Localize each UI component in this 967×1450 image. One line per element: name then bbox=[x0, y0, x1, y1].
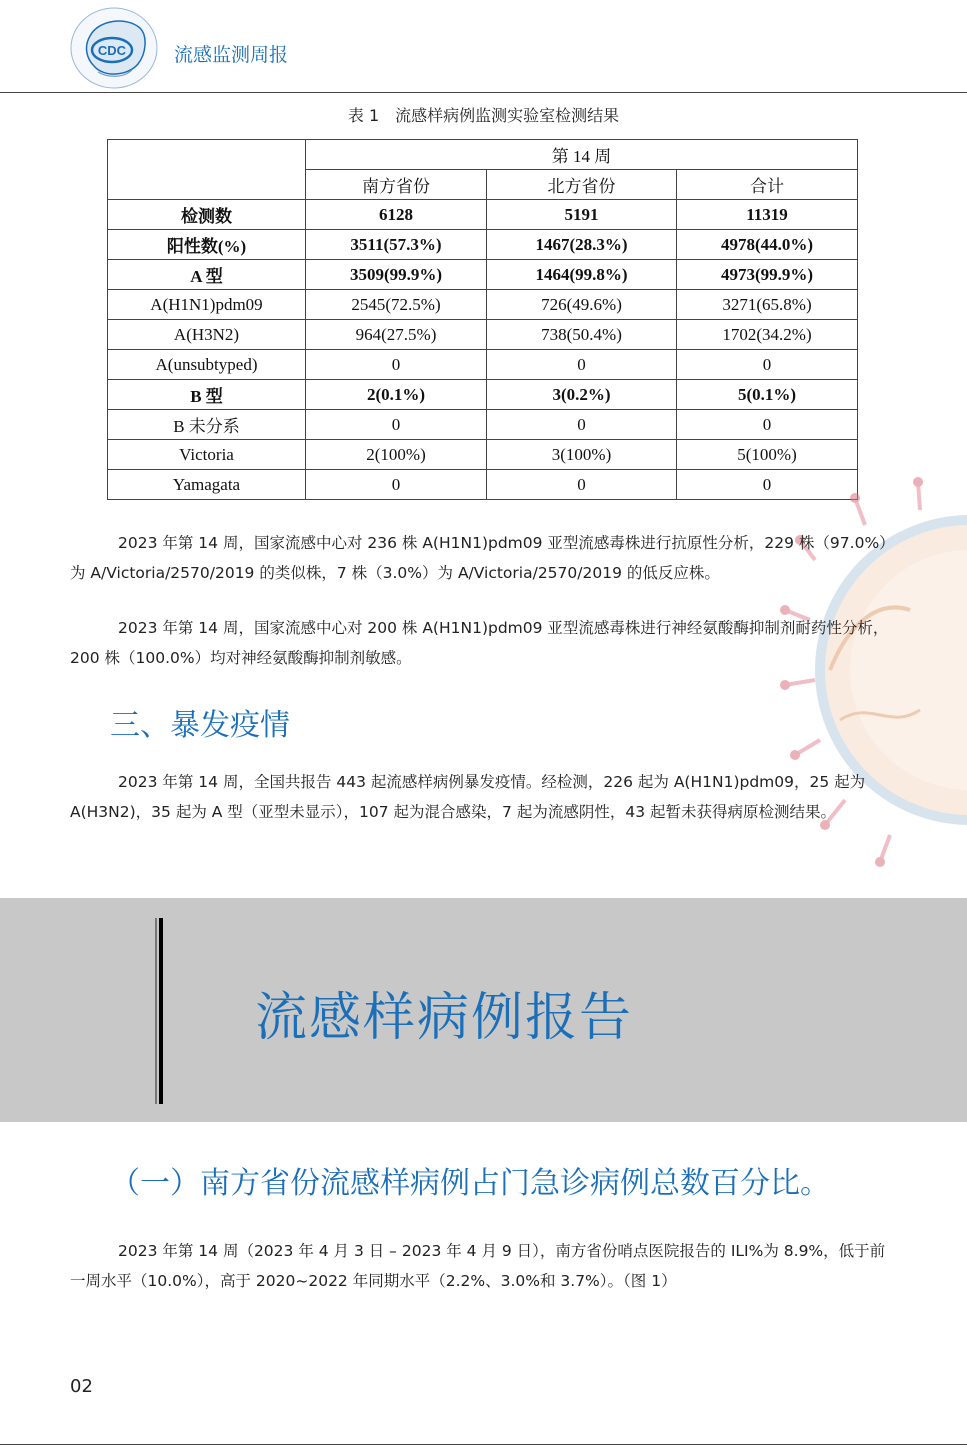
table-cell: 0 bbox=[487, 350, 677, 380]
footer-divider bbox=[0, 1444, 967, 1445]
table-cell: 0 bbox=[487, 470, 677, 500]
antigenic-analysis-paragraph bbox=[70, 528, 896, 588]
page-header bbox=[0, 0, 967, 94]
table-row bbox=[108, 320, 858, 350]
cdc-logo bbox=[68, 6, 160, 90]
table-cell: 0 bbox=[677, 470, 858, 500]
page-number: 02 bbox=[70, 1376, 93, 1397]
row-label: B 型 bbox=[108, 380, 306, 410]
table-header-row-week bbox=[108, 140, 858, 170]
table-cell: 1702(34.2%) bbox=[677, 320, 858, 350]
ili-paragraph bbox=[70, 1236, 896, 1296]
row-label: Victoria bbox=[108, 440, 306, 470]
table-cell: 3(0.2%) bbox=[487, 380, 677, 410]
table-cell: 0 bbox=[306, 350, 487, 380]
table-cell: 0 bbox=[487, 410, 677, 440]
table-cell: 3(100%) bbox=[487, 440, 677, 470]
table-cell: 5191 bbox=[487, 200, 677, 230]
table-row bbox=[108, 470, 858, 500]
row-label: B 未分系 bbox=[108, 410, 306, 440]
row-label: 检测数 bbox=[108, 200, 306, 230]
column-header: 南方省份 bbox=[306, 170, 487, 200]
table-row bbox=[108, 260, 858, 290]
table-cell: 964(27.5%) bbox=[306, 320, 487, 350]
paragraph-text: 2023 年第 14 周，全国共报告 443 起流感样病例暴发疫情。经检测，226 起为 A(H1N1)pdm09，25 起为 A(H3N2)，35 起为 A 型（亚型未显示），107 起为混合感染，7 起为流感阴性，43 起暂未获得病原检测结果。 bbox=[70, 773, 866, 821]
table-cell: 2(100%) bbox=[306, 440, 487, 470]
table-cell: 3511(57.3%) bbox=[306, 230, 487, 260]
column-header: 北方省份 bbox=[487, 170, 677, 200]
table-row bbox=[108, 350, 858, 380]
lab-results-table bbox=[107, 139, 858, 500]
table-cell: 0 bbox=[677, 410, 858, 440]
column-header: 合计 bbox=[677, 170, 858, 200]
table-cell: 5(100%) bbox=[677, 440, 858, 470]
table-cell: 0 bbox=[306, 470, 487, 500]
drug-resistance-paragraph bbox=[70, 613, 896, 673]
paragraph-text: 2023 年第 14 周，国家流感中心对 236 株 A(H1N1)pdm09 亚型流感毒株进行抗原性分析，229 株（97.0%）为 A/Victoria/2570/2019 的类似株，7 株（3.0%）为 A/Victoria/2570/2019 的低反应株。 bbox=[70, 534, 895, 582]
table-cell: 2(0.1%) bbox=[306, 380, 487, 410]
table-caption: 表 1 流感样病例监测实验室检测结果 bbox=[347, 106, 620, 125]
table-cell: 726(49.6%) bbox=[487, 290, 677, 320]
banner-title: 流感样病例报告 bbox=[255, 988, 634, 1048]
table-cell: 5(0.1%) bbox=[677, 380, 858, 410]
header-divider bbox=[0, 92, 967, 93]
table-corner-cell bbox=[108, 140, 306, 200]
section-title-outbreak: 三、暴发疫情 bbox=[110, 708, 290, 743]
paragraph-text: 2023 年第 14 周（2023 年 4 月 3 日 – 2023 年 4 月 9 日），南方省份哨点医院报告的 ILI%为 8.9%，低于前一周水平（10.0%），高于 2020~2022 年同期水平（2.2%、3.0%和 3.7%）。（图 1） bbox=[70, 1242, 886, 1290]
table-cell: 3271(65.8%) bbox=[677, 290, 858, 320]
outbreak-paragraph bbox=[70, 767, 896, 827]
table-cell: 0 bbox=[677, 350, 858, 380]
row-label: Yamagata bbox=[108, 470, 306, 500]
table-row bbox=[108, 200, 858, 230]
table-cell: 4973(99.9%) bbox=[677, 260, 858, 290]
row-label: A(H1N1)pdm09 bbox=[108, 290, 306, 320]
paragraph-text: 2023 年第 14 周，国家流感中心对 200 株 A(H1N1)pdm09 亚型流感毒株进行神经氨酸酶抑制剂耐药性分析，200 株（100.0%）均对神经氨酸酶抑制剂敏感。 bbox=[70, 619, 889, 667]
table-cell: 4978(44.0%) bbox=[677, 230, 858, 260]
banner-accent-bar bbox=[155, 918, 163, 1104]
table-cell: 3509(99.9%) bbox=[306, 260, 487, 290]
table-row bbox=[108, 380, 858, 410]
table-cell: 1464(99.8%) bbox=[487, 260, 677, 290]
table-cell: 0 bbox=[306, 410, 487, 440]
row-label: 阳性数(%) bbox=[108, 230, 306, 260]
table-row bbox=[108, 440, 858, 470]
table-cell: 738(50.4%) bbox=[487, 320, 677, 350]
table-week-header: 第 14 周 bbox=[306, 140, 858, 170]
publication-title: 流感监测周报 bbox=[174, 44, 289, 66]
table-row bbox=[108, 410, 858, 440]
table-row bbox=[108, 230, 858, 260]
table-cell: 11319 bbox=[677, 200, 858, 230]
subsection-title: （一）南方省份流感样病例占门急诊病例总数百分比。 bbox=[110, 1166, 830, 1201]
table-row bbox=[108, 290, 858, 320]
table-cell: 1467(28.3%) bbox=[487, 230, 677, 260]
row-label: A 型 bbox=[108, 260, 306, 290]
table-cell: 2545(72.5%) bbox=[306, 290, 487, 320]
table-cell: 6128 bbox=[306, 200, 487, 230]
row-label: A(unsubtyped) bbox=[108, 350, 306, 380]
row-label: A(H3N2) bbox=[108, 320, 306, 350]
svg-text:CDC: CDC bbox=[97, 43, 127, 58]
